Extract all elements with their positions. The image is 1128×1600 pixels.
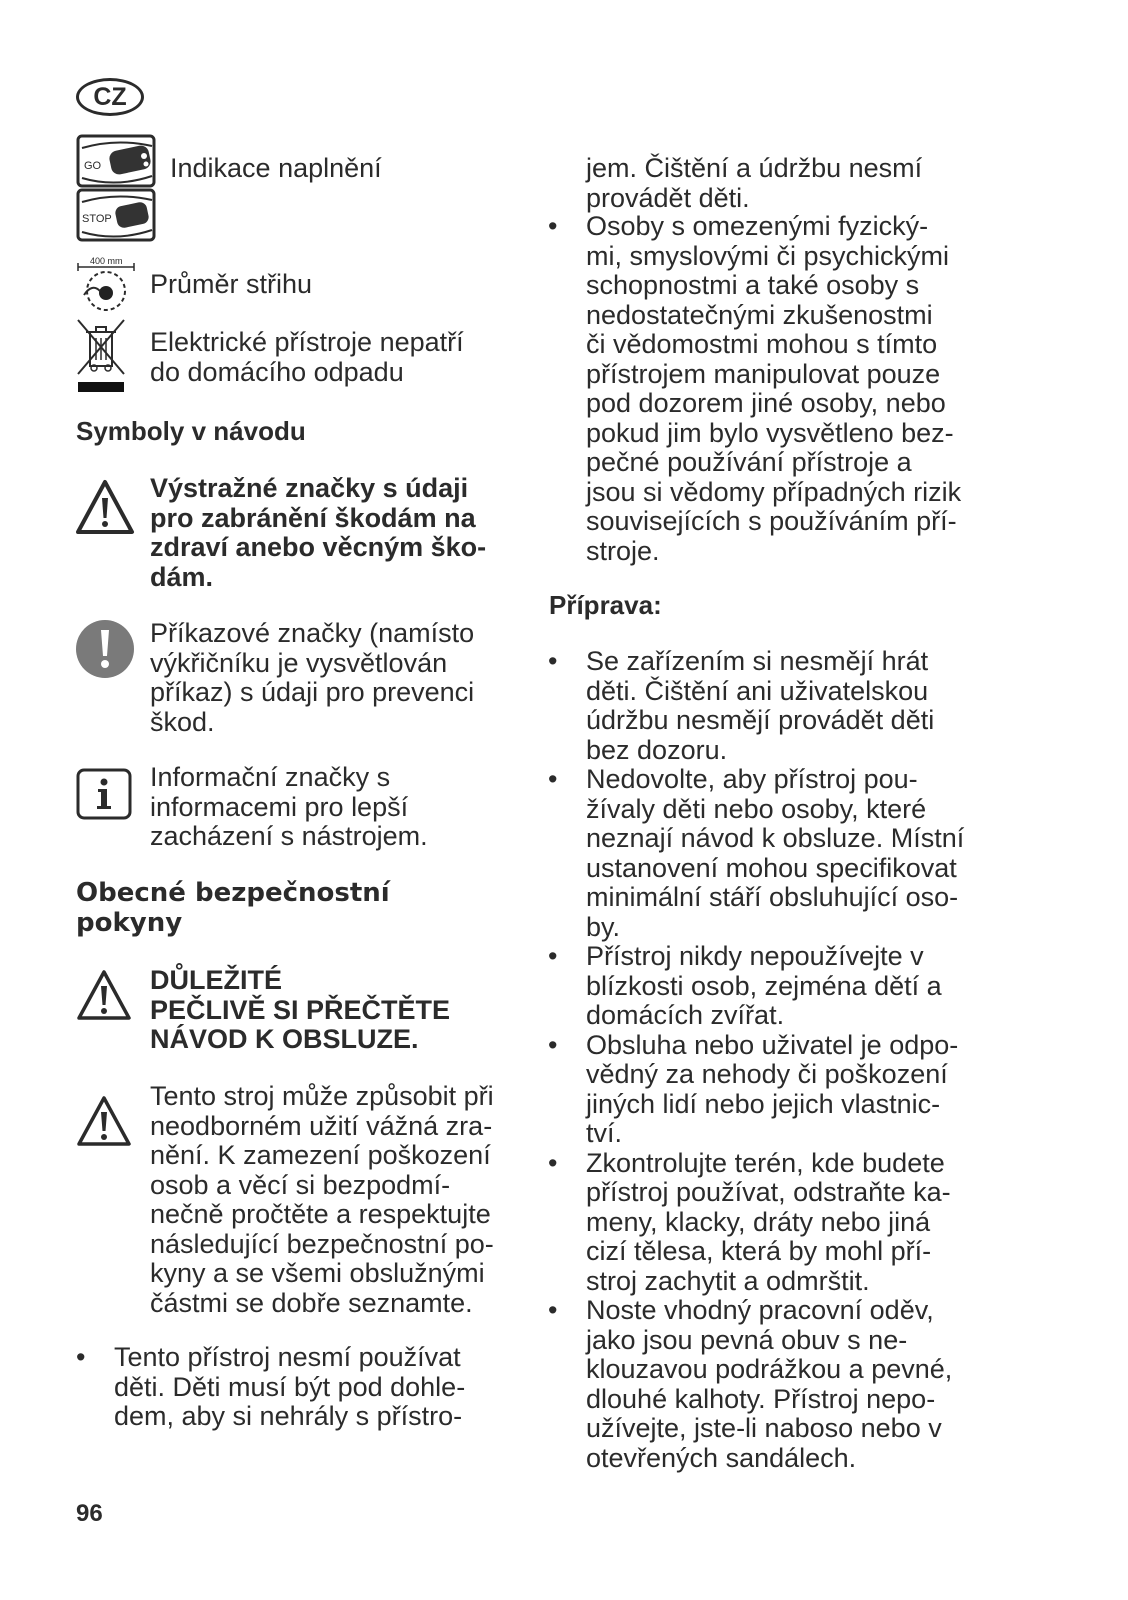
cutting-diameter-value: 400 mm [90, 256, 123, 266]
command-symbol-text: Příkazové značky (namísto výkřičníku je vysvětlován příkaz) s údaji pro prevenci škod. [150, 618, 475, 737]
list-item: • Tento přístroj nesmí používat děti. Děti musí být pod dohle- dem, aby si nehrály s přístro- [76, 1343, 526, 1432]
fill-indicator-icon [76, 134, 158, 242]
list-item: • Přístroj nikdy nepoužívejte v blízkosti osob, zejména dětí a domácích zvířat. [548, 942, 1008, 1031]
cutting-diameter-icon [76, 255, 136, 311]
list-item: • Noste vhodný pracovní oděv, jako jsou pevná obuv s ne- klouzavou podrážkou a pevné, dlouhé kalhoty. Přístroj nepo- užívejte, jste-li naboso nebo v otevřených sandálech. [548, 1296, 1008, 1473]
go-label: GO [84, 160, 102, 172]
safety-heading: Obecné bezpečnostní pokyny [76, 878, 390, 938]
list-item: • Obsluha nebo uživatel je odpo- vědný za nehody či poškození jiných lidí nebo jejich vlastnic- tví. [548, 1031, 1008, 1149]
stop-label: STOP [82, 213, 112, 225]
crossed-bin-icon [76, 318, 126, 396]
continued-text: jem. Čištění a údržbu nesmí provádět děti. [586, 153, 923, 213]
mandatory-action-icon [74, 618, 136, 680]
language-badge: CZ [76, 78, 144, 116]
warning-icon [76, 1094, 132, 1148]
info-symbol-text: Informační značky s informacemi pro lepší zacházení s nástrojem. [150, 762, 428, 851]
list-item: • Nedovolte, aby přístroj pou- žívaly děti nebo osoby, které neznají návod k obsluze. Místní ustanovení mohou specifikovat minimální stáří obsluhující oso- by. [548, 765, 1008, 942]
list-item: • Zkontrolujte terén, kde budete přístroj používat, odstraňte ka- meny, klacky, dráty nebo jiná cizí tělesa, která by mohl pří- stroj zachytit a odmrštit. [548, 1149, 1008, 1297]
preparation-list [548, 647, 1008, 1473]
list-item: • Osoby s omezenými fyzický- mi, smyslovými či psychickými schopnostmi a také osoby s nedostatečnými zkušenostmi či vědomostmi mohou s tímto přístrojem manipulovat pouze pod dozorem jiné osoby, nebo pokud jim bylo vysvětleno bez- pečné používání přístroje a jsou si vědomy případných rizik souvisejících s používáním pří- stroje. [548, 212, 1008, 566]
list-item: • Se zařízením si nesmějí hrát děti. Čištění ani uživatelskou údržbu nesmějí provádět děti bez dozoru. [548, 647, 1008, 765]
warning-icon [74, 478, 136, 536]
safety-intro-text: Tento stroj může způsobit při neodborném užití vážná zra- nění. K zamezení poškození osob a věcí si bezpodmí- nečně pročtěte a respektujte následující bezpečnostní po- kyny a se všemi obslužnými částmi se dobře seznamte. [150, 1081, 494, 1318]
warning-icon [76, 968, 132, 1022]
preparation-heading: Příprava: [549, 590, 662, 620]
left-bullet-list [76, 1343, 526, 1432]
cutting-diameter-label: Průměr střihu [150, 269, 313, 299]
page-number: 96 [76, 1500, 103, 1527]
symbols-heading: Symboly v návodu [76, 416, 306, 446]
fill-indicator-label: Indikace naplnění [170, 153, 382, 183]
right-bullet-list [548, 212, 1008, 566]
weee-label: Elektrické přístroje nepatří do domácího odpadu [150, 327, 464, 387]
info-icon [76, 768, 132, 820]
important-notice: DŮLEŽITÉ PEČLIVĚ SI PŘEČTĚTE NÁVOD K OBSLUZE. [150, 965, 451, 1054]
warning-symbol-text: Výstražné značky s údaji pro zabránění škodám na zdraví anebo věcným ško- dám. [150, 473, 487, 592]
